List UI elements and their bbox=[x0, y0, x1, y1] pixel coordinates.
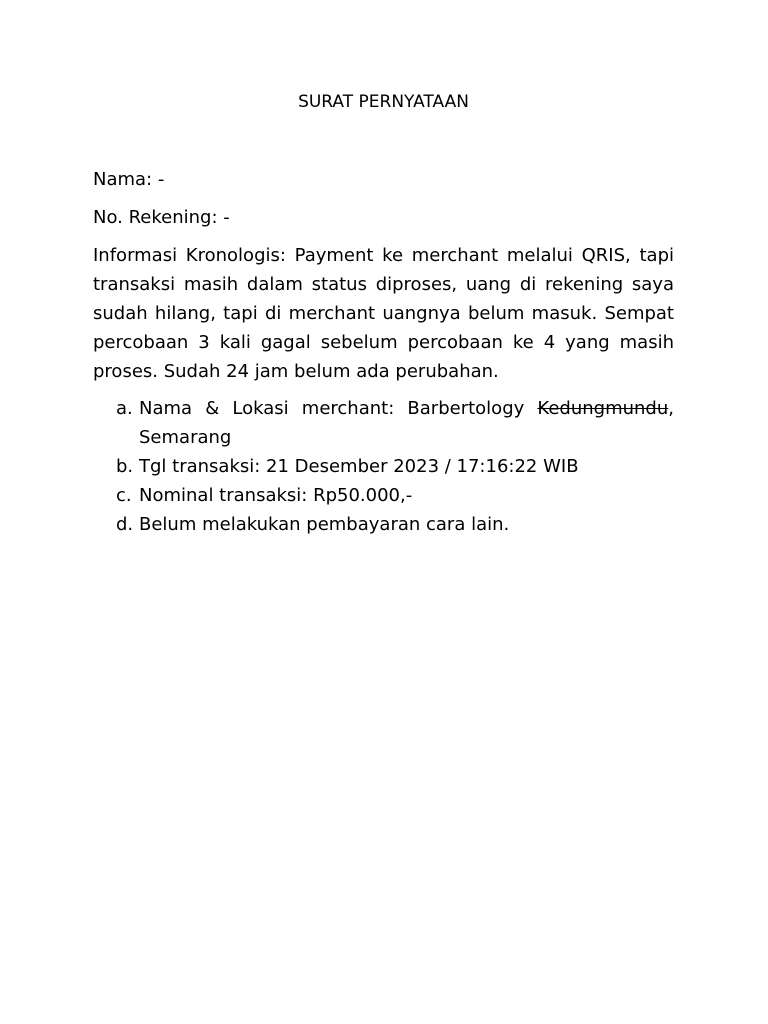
document-body bbox=[93, 88, 674, 539]
transaction-amount-text: Nominal transaksi: Rp50.000,- bbox=[139, 485, 413, 506]
list-marker: b. bbox=[116, 456, 134, 477]
document-title: SURAT PERNYATAAN bbox=[298, 92, 469, 112]
list-item bbox=[116, 481, 674, 510]
list-marker: a. bbox=[116, 398, 133, 419]
rekening-field: No. Rekening: - bbox=[93, 207, 230, 228]
list-item bbox=[116, 452, 674, 481]
payment-note-text: Belum melakukan pembayaran cara lain. bbox=[139, 514, 510, 535]
list-marker: c. bbox=[116, 485, 132, 506]
merchant-text-before: Nama & Lokasi merchant: Barbertology bbox=[139, 398, 538, 419]
list-marker: d. bbox=[116, 514, 134, 535]
nama-field: Nama: - bbox=[93, 169, 165, 190]
list-item bbox=[116, 394, 674, 452]
struck-location-text: Kedungmundu bbox=[537, 398, 669, 419]
merchant-text-after: , Semarang bbox=[139, 398, 674, 448]
kronologis-paragraph: Informasi Kronologis: Payment ke merchant melalui QRIS, tapi transaksi masih dalam status diproses, uang di rekening saya sudah hilang, tapi di merchant uangnya belum masuk. Sempat percobaan 3 kali gagal sebelum percobaan ke 4 yang masih proses. Sudah 24 jam belum ada perubahan. bbox=[93, 245, 674, 382]
detail-list bbox=[93, 394, 674, 539]
list-item bbox=[116, 510, 674, 539]
transaction-date-text: Tgl transaksi: 21 Desember 2023 / 17:16:22 WIB bbox=[139, 456, 579, 477]
